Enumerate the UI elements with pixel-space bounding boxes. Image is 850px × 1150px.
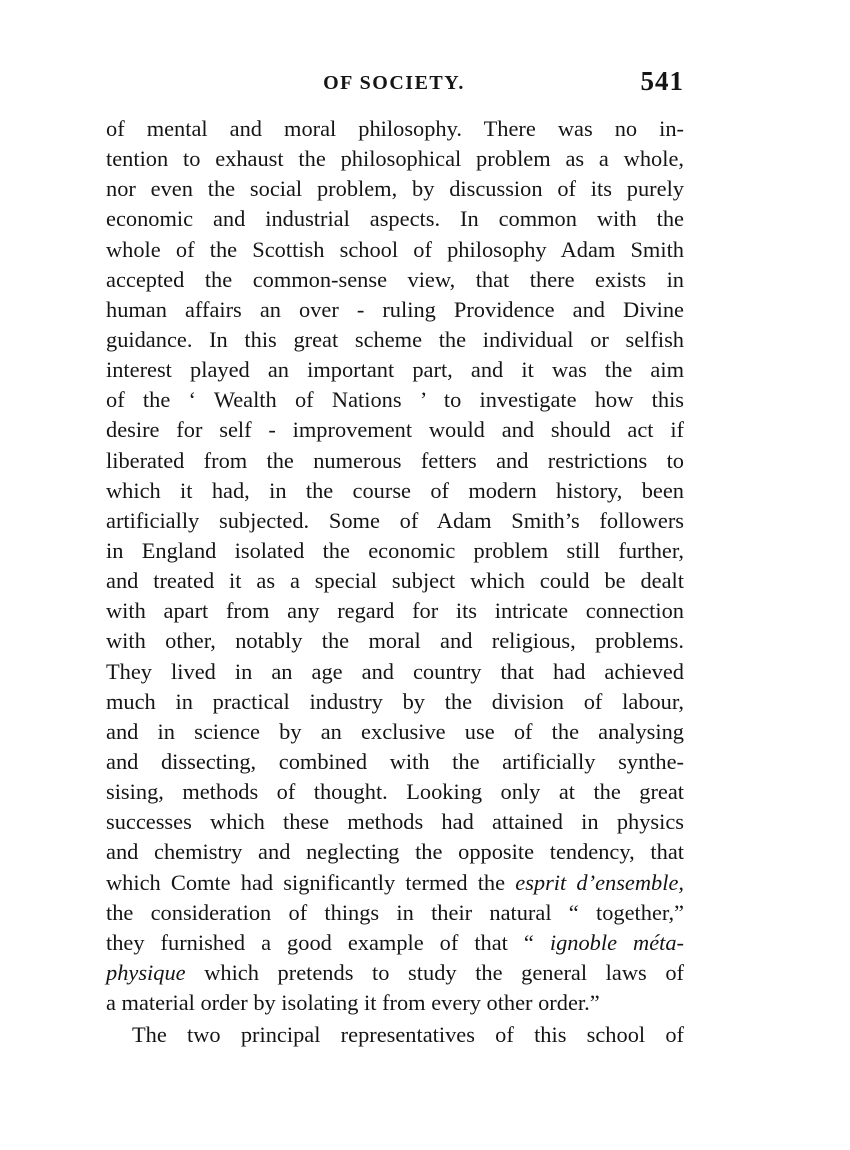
text-line: of the ‘ Wealth of Nations ’ to investigate how this [106,387,684,413]
text-line: tention to exhaust the philosophical problem as a whole, [106,146,684,172]
text-line: of mental and moral philosophy. There was no in- [106,116,684,141]
text-line: accepted the common-sense view, that there exists in [106,266,684,292]
paragraph-first-line: The two principal representatives of this school of [132,1022,684,1048]
body-text [106,114,684,1050]
text-line-italic: ignoble méta- [549,929,685,955]
text-line: and chemistry and neglecting the opposite tendency, that [106,839,684,865]
text-line: with other, notably the moral and religious, problems. [106,628,684,654]
text-line: with apart from any regard for its intricate connection [106,598,684,624]
text-line: the consideration of things in their natural “ together,” [106,899,684,925]
text-line: human affairs an over - ruling Providence and Divine [106,296,684,322]
text-line-roman: they furnished a good example of that “ [106,929,550,955]
text-line: whole of the Scottish school of philosophy Adam Smith [106,236,684,262]
text-line [106,958,684,988]
text-line: which it had, in the course of modern history, been [106,477,684,503]
text-line: interest played an important part, and it was the aim [106,357,684,383]
text-line: a material order by isolating it from every other order.” [106,990,600,1016]
text-line-italic: physique [106,959,186,985]
text-line: nor even the social problem, by discussion of its purely [106,176,684,202]
text-line [106,868,684,898]
text-line: and in science by an exclusive use of the analysing [106,718,684,744]
text-line-roman: which Comte had significantly termed the [106,869,516,895]
text-line-roman: which pretends to study the general laws of [185,959,684,985]
text-line-italic: esprit d’ensemble, [515,869,684,895]
text-line: desire for self - improvement would and should act if [106,417,684,443]
page-number: 541 [640,66,684,96]
running-head [104,66,684,100]
text-line: much in practical industry by the division of labour, [106,688,684,714]
text-line: guidance. In this great scheme the individual or selfish [106,326,684,352]
text-line: sising, methods of thought. Looking only at the great [106,779,684,805]
text-line: economic and industrial aspects. In common with the [106,206,684,232]
text-line: in England isolated the economic problem still further, [106,537,684,563]
text-line: They lived in an age and country that had achieved [106,658,684,684]
text-line: and treated it as a special subject which could be dealt [106,568,684,594]
text-line: artificially subjected. Some of Adam Smith’s followers [106,507,684,533]
text-line: successes which these methods had attained in physics [106,809,684,835]
text-line: and dissecting, combined with the artificially synthe- [106,748,684,774]
running-head-title: OF SOCIETY. [323,72,465,94]
text-line: liberated from the numerous fetters and restrictions to [106,447,684,473]
text-line [106,928,684,958]
